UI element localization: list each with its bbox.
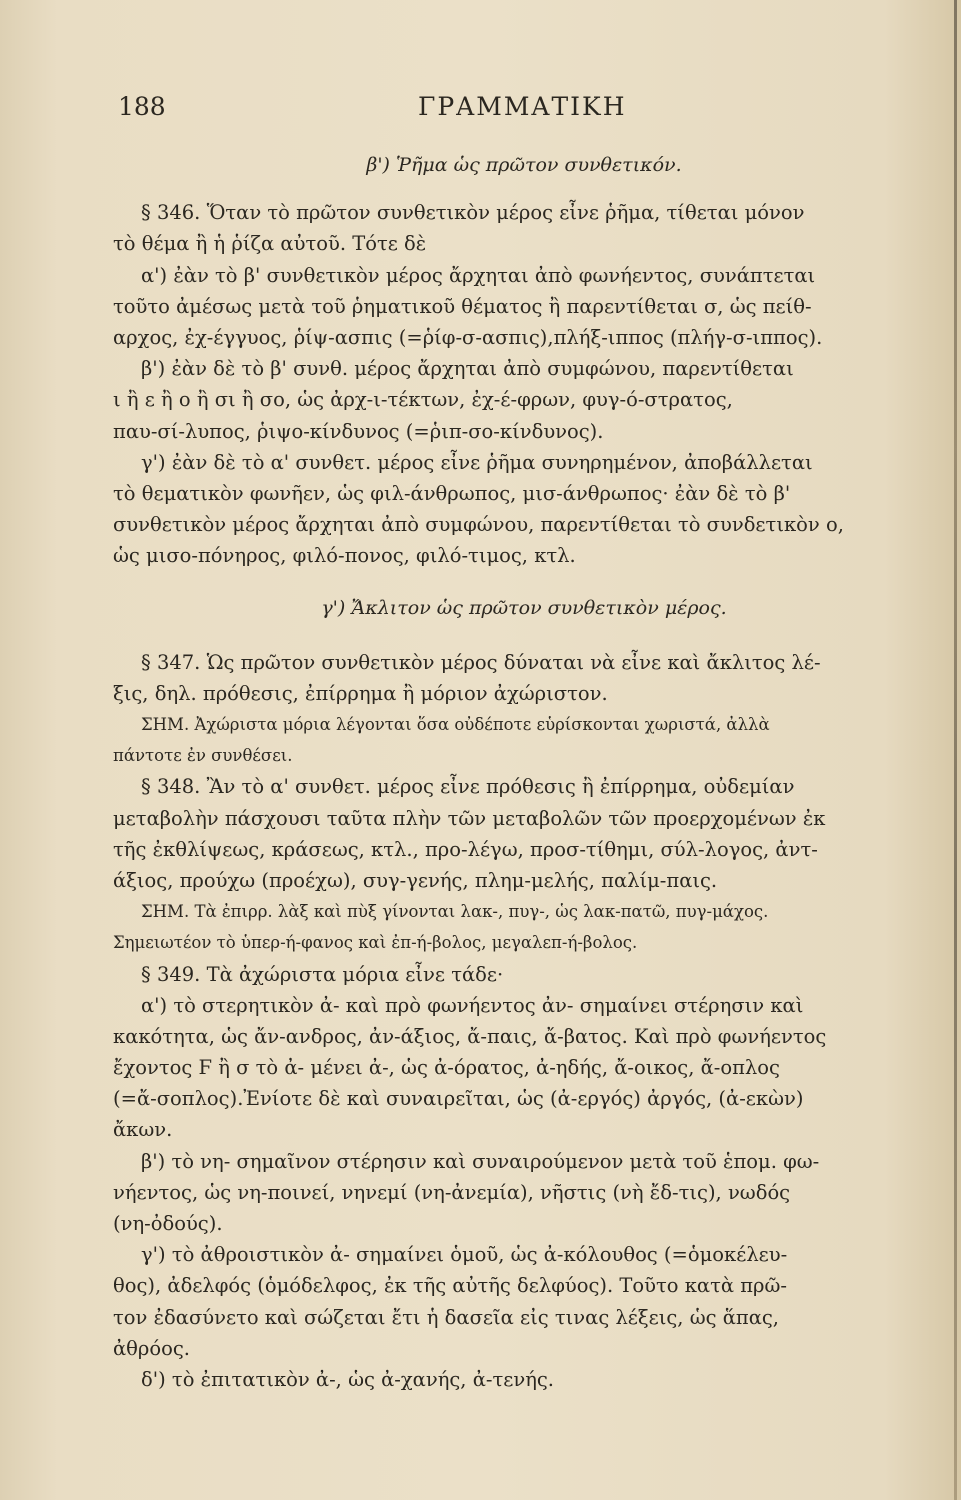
running-head: ΓΡΑΜΜΑΤΙΚΗ xyxy=(418,92,627,121)
text-line: γ') τὸ ἀθροιστικὸν ἀ- σημαίνει ὁμοῦ, ὡς ἀ-κόλουθος (=ὁμοκέλευ- xyxy=(141,1243,788,1267)
text-line: § 348. Ἂν τὸ α' συνθετ. μέρος εἶνε πρόθεσις ἢ ἐπίρρημα, οὐδεμίαν xyxy=(141,775,795,799)
text-line: ι ἢ ε ἢ ο ἢ σι ἢ σο, ὡς ἀρχ-ι-τέκτων, ἐχ-έ-φρων, φυγ-ό-στρατος, xyxy=(113,388,733,412)
text-line: μεταβολὴν πάσχουσι ταῦτα πλὴν τῶν μεταβολῶν τῶν προερχομένων ἐκ xyxy=(113,806,826,830)
text-line: § 349. Τὰ ἀχώριστα μόρια εἶνε τάδε· xyxy=(141,962,504,986)
body-text xyxy=(113,150,935,1395)
text-line: ὡς μισο-πόνηρος, φιλό-πονος, φιλό-τιμος, κτλ. xyxy=(113,544,576,568)
text-line: β') ἐὰν δὲ τὸ β' συνθ. μέρος ἄρχηται ἀπὸ συμφώνου, παρεντίθεται xyxy=(141,357,794,381)
text-line: γ') ἐὰν δὲ τὸ α' συνθετ. μέρος εἶνε ῥῆμα συνηρημένον, ἀποβάλλεται xyxy=(141,450,813,474)
text-line: α') ἐὰν τὸ β' συνθετικὸν μέρος ἄρχηται ἀπὸ φωνήεντος, συνάπτεται xyxy=(141,263,816,287)
text-line: κακότητα, ὡς ἄν-ανδρος, ἀν-άξιος, ἄ-παις, ἄ-βατος. Καὶ πρὸ φωνήεντος xyxy=(113,1024,827,1048)
text-line: τον ἐδασύνετο καὶ σώζεται ἔτι ἡ δασεῖα εἰς τινας λέξεις, ὡς ἅπας, xyxy=(113,1305,779,1329)
paragraph-349 xyxy=(113,959,935,1396)
page-edge-shadow xyxy=(954,0,957,1500)
text-line: α') τὸ στερητικὸν ἀ- καὶ πρὸ φωνήεντος ἀν- σημαίνει στέρησιν καὶ xyxy=(141,993,804,1017)
text-line: (=ἄ-σοπλος).Ἐνίοτε δὲ καὶ συναιρεῖται, ὡς (ἀ-εργός) ἀργός, (ἀ-εκὼν) xyxy=(113,1087,804,1111)
note-line: ΣΗΜ. Τὰ ἐπιρρ. λὰξ καὶ πὺξ γίνονται λακ-, πυγ-, ὡς λακ-πατῶ, πυγ-μάχος. xyxy=(141,902,769,922)
text-line: (νη-ὀδούς). xyxy=(113,1212,223,1235)
page-header xyxy=(118,92,921,128)
text-line: § 347. Ὡς πρῶτον συνθετικὸν μέρος δύναται νὰ εἶνε καὶ ἄκλιτος λέ- xyxy=(141,650,821,674)
note-347 xyxy=(113,709,935,771)
section-heading-b: β') Ῥῆμα ὡς πρῶτον συνθετικόν. xyxy=(366,154,682,176)
text-line: παυ-σί-λυπος, ῥιψο-κίνδυνος (=ῥιπ-σο-κίνδυνος). xyxy=(113,419,604,443)
page-number: 188 xyxy=(118,92,166,121)
text-line: νήεντος, ὡς νη-ποινεί, νηνεμί (νη-ἀνεμία), νῆστις (νὴ ἔδ-τις), νωδός xyxy=(113,1180,791,1204)
text-line: τοῦτο ἀμέσως μετὰ τοῦ ῥηματικοῦ θέματος ἢ παρεντίθεται σ, ὡς πείθ- xyxy=(113,294,812,318)
note-line: Σημειωτέον τὸ ὑπερ-ή-φανος καὶ ἐπ-ή-βολος, μεγαλεπ-ή-βολος. xyxy=(113,933,638,953)
note-line: πάντοτε ἐν συνθέσει. xyxy=(113,746,293,766)
text-line: συνθετικὸν μέρος ἄρχηται ἀπὸ συμφώνου, παρεντίθεται τὸ συνδετικὸν ο, xyxy=(113,513,844,537)
section-heading-c: γ') Ἄκλιτον ὡς πρῶτον συνθετικὸν μέρος. xyxy=(321,597,727,620)
text-line: ξις, δηλ. πρόθεσις, ἐπίρρημα ἢ μόριον ἀχώριστον. xyxy=(113,681,608,705)
text-line: τῆς ἐκθλίψεως, κράσεως, κτλ., προ-λέγω, προσ-τίθημι, σύλ-λογος, ἀντ- xyxy=(113,837,818,861)
text-line: τὸ θέμα ἢ ἡ ῥίζα αὐτοῦ. Τότε δὲ xyxy=(113,232,427,256)
text-line: θος), ἀδελφός (ὁμόδελφος, ἐκ τῆς αὐτῆς δελφύος). Τοῦτο κατὰ πρῶ- xyxy=(113,1274,787,1298)
paragraph-348 xyxy=(113,771,935,896)
text-line: ἔχοντος Ϝ ἢ σ τὸ ἀ- μένει ἀ-, ὡς ἀ-όρατος, ἀ-ηδής, ἄ-οικος, ἄ-οπλος xyxy=(113,1056,780,1080)
text-line: β') τὸ νη- σημαῖνον στέρησιν καὶ συναιρούμενον μετὰ τοῦ ἑπομ. φω- xyxy=(141,1149,820,1173)
paragraph-346 xyxy=(113,197,935,571)
note-line: ΣΗΜ. Ἀχώριστα μόρια λέγονται ὅσα οὐδέποτε εὑρίσκονται χωριστά, ἀλλὰ xyxy=(141,715,770,734)
note-348 xyxy=(113,896,935,958)
paragraph-347 xyxy=(113,647,935,709)
text-line: § 346. Ὅταν τὸ πρῶτον συνθετικὸν μέρος εἶνε ῥῆμα, τίθεται μόνον xyxy=(141,201,805,225)
text-line: άξιος, προύχω (προέχω), συγ-γενής, πλημ-μελής, παλίμ-παις. xyxy=(113,868,718,892)
text-line: δ') τὸ ἐπιτατικὸν ἀ-, ὡς ἀ-χανής, ἀ-τενής. xyxy=(141,1367,555,1391)
text-line: αρχος, ἐχ-έγγυος, ῥίψ-ασπις (=ῥίφ-σ-ασπις),πλήξ-ιππος (πλήγ-σ-ιππος). xyxy=(113,325,823,349)
text-line: ἀθρόος. xyxy=(113,1336,190,1360)
text-line: τὸ θεματικὸν φωνῆεν, ὡς φιλ-άνθρωπος, μισ-άνθρωπος· ἐὰν δὲ τὸ β' xyxy=(113,481,791,505)
text-line: ἄκων. xyxy=(113,1118,173,1142)
